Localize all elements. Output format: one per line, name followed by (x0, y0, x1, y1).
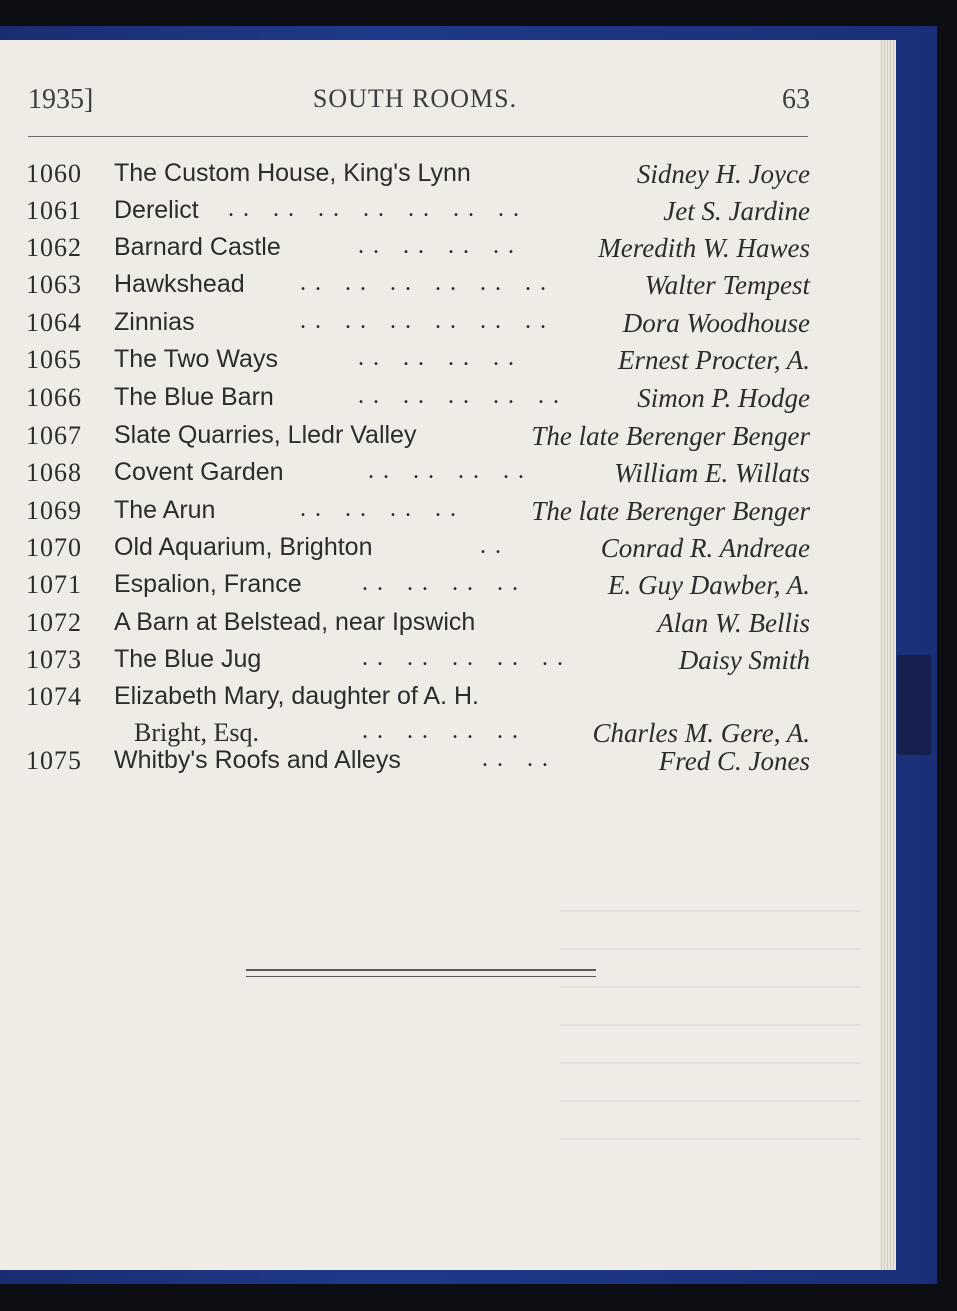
catalogue-entry (0, 345, 880, 383)
entry-title: The Arun (114, 496, 216, 524)
dot-leader: .. .. .. .. (358, 233, 523, 259)
entry-artist: William E. Willats (614, 458, 810, 488)
closing-rule-thin (246, 976, 596, 977)
entry-title: Espalion, France (114, 570, 302, 598)
page-number: 63 (782, 84, 810, 115)
entry-artist: Daisy Smith (678, 645, 810, 675)
entry-number: 1064 (26, 308, 82, 337)
entry-title: The Two Ways (114, 345, 278, 373)
dot-leader: .. .. .. .. (362, 718, 527, 744)
header-title: SOUTH ROOMS. (312, 84, 518, 113)
catalogue-entry (0, 608, 880, 646)
entry-number: 1065 (26, 345, 82, 374)
catalogue-entry (0, 645, 880, 683)
dot-leader: .. .. .. .. .. (362, 645, 572, 671)
entry-number: 1070 (26, 533, 82, 562)
catalogue-entry (0, 533, 880, 571)
entry-artist: Fred C. Jones (658, 746, 810, 776)
entry-title: The Blue Jug (114, 645, 262, 673)
entry-title: Covent Garden (114, 458, 284, 486)
entry-number: 1074 (26, 682, 82, 711)
dot-leader: .. .. .. .. .. .. (300, 270, 555, 296)
entry-title: Hawkshead (114, 270, 245, 298)
entry-artist: E. Guy Dawber, A. (608, 570, 810, 600)
entry-title: A Barn at Belstead, near Ipswich (114, 608, 476, 636)
catalogue-entry (0, 496, 880, 534)
entry-number: 1069 (26, 496, 82, 525)
catalogue-entry (0, 159, 880, 197)
entry-number: 1066 (26, 383, 82, 412)
entry-artist: Conrad R. Andreae (600, 533, 810, 563)
catalogue-entry (0, 308, 880, 346)
catalogue-entry (0, 682, 880, 748)
dot-leader: .. (480, 533, 510, 559)
entry-title: Whitby's Roofs and Alleys (114, 746, 401, 774)
entry-artist: The late Berenger Benger (531, 496, 810, 526)
entry-artist: Simon P. Hodge (637, 383, 810, 413)
entry-title: Zinnias (114, 308, 195, 336)
entry-artist: Alan W. Bellis (657, 608, 810, 638)
entry-artist: Charles M. Gere, A. (592, 718, 810, 748)
entry-number: 1068 (26, 458, 82, 487)
entry-title: Barnard Castle (114, 233, 281, 261)
header-year: 1935] (28, 84, 94, 115)
catalogue-entry (0, 270, 880, 308)
entry-title: The Custom House, King's Lynn (114, 159, 471, 187)
catalogue-entry (0, 196, 880, 234)
entry-artist: Ernest Procter, A. (618, 345, 810, 375)
entry-number: 1071 (26, 570, 82, 599)
dot-leader: .. .. .. .. (368, 458, 533, 484)
dot-leader: .. .. .. .. .. (358, 383, 568, 409)
dot-leader: .. .. .. .. .. .. .. (228, 196, 528, 222)
catalogue-entry (0, 233, 880, 271)
catalogue-entry (0, 458, 880, 496)
catalogue-entry (0, 383, 880, 421)
dot-leader: .. .. .. .. .. .. (300, 308, 555, 334)
entry-title-continuation: Bright, Esq. (134, 718, 259, 747)
running-header (0, 84, 880, 124)
entry-number: 1072 (26, 608, 82, 637)
catalogue-entry (0, 421, 880, 459)
entry-number: 1067 (26, 421, 82, 450)
entry-number: 1073 (26, 645, 82, 674)
entry-title: Slate Quarries, Lledr Valley (114, 421, 417, 449)
entry-number: 1063 (26, 270, 82, 299)
entry-number: 1075 (26, 746, 82, 775)
entry-artist: Jet S. Jardine (663, 196, 810, 226)
entry-artist: Dora Woodhouse (622, 308, 810, 338)
catalogue-entry (0, 746, 880, 784)
closing-rule (246, 969, 596, 971)
catalogue-entry (0, 570, 880, 608)
entry-artist: Meredith W. Hawes (598, 233, 810, 263)
header-rule (28, 136, 808, 137)
entry-artist: Sidney H. Joyce (636, 159, 810, 189)
entry-title: Derelict (114, 196, 199, 224)
entry-artist: Walter Tempest (644, 270, 810, 300)
entry-artist: The late Berenger Benger (531, 421, 810, 451)
dot-leader: .. .. .. .. (300, 496, 465, 522)
page-tab (897, 655, 931, 755)
entry-number: 1062 (26, 233, 82, 262)
dot-leader: .. .. (482, 746, 557, 772)
dot-leader: .. .. .. .. (358, 345, 523, 371)
entry-title: The Blue Barn (114, 383, 274, 411)
show-through-text (560, 900, 860, 1140)
entry-title: Elizabeth Mary, daughter of A. H. (114, 682, 480, 710)
entry-title: Old Aquarium, Brighton (114, 533, 373, 561)
entry-number: 1060 (26, 159, 82, 188)
dot-leader: .. .. .. .. (362, 570, 527, 596)
entry-number: 1061 (26, 196, 82, 225)
